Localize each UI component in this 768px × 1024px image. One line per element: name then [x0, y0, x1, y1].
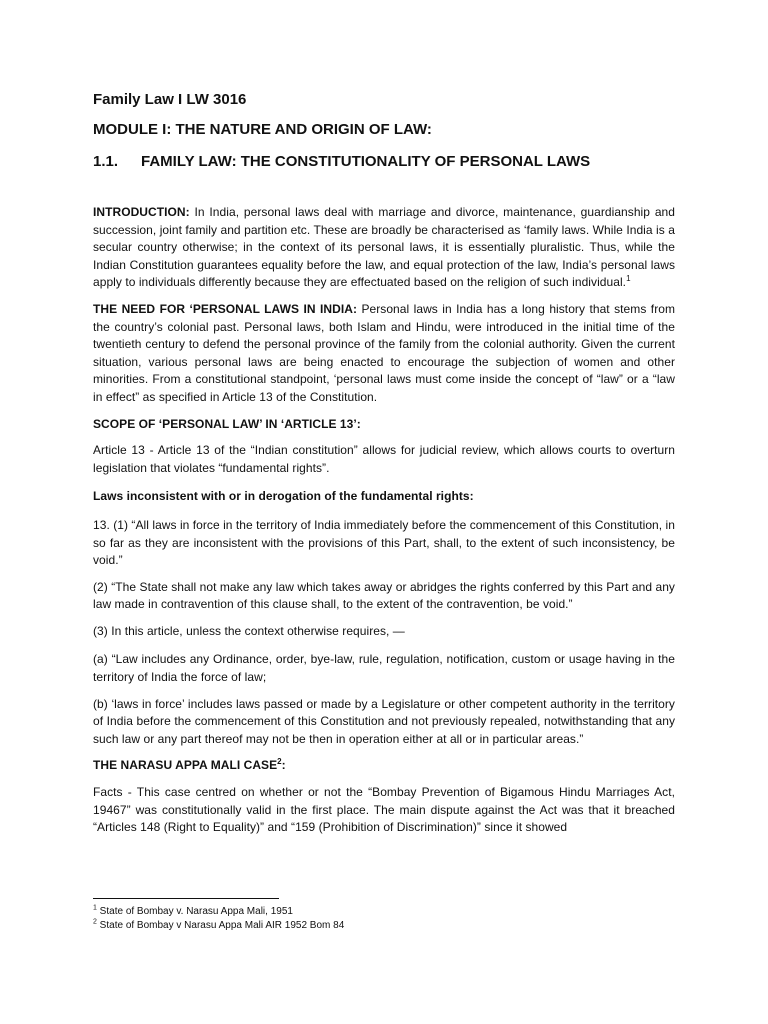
need-text: Personal laws in India has a long history that stems from the country’s colonial past. Personal laws, both Islam and Hindu, were introduced in the initial time of the twentieth century to defend the personal province of the family from the colonial authority. Given the current situation, various personal laws are being enacted to encourage the subjection of women and other minorities. From a constitutional standpoint, ‘personal laws must come inside the concept of “law” or a “law in effect” as specified in Article 13 of the Constitution.	[93, 301, 676, 404]
footnote-ref-1[interactable]: 1	[626, 274, 631, 284]
article-13-paragraph: Article 13 - Article 13 of the “Indian constitution” allows for judicial review, which allows courts to overturn legislation that violates “fundamental rights”.	[93, 443, 675, 475]
section-heading	[93, 152, 675, 172]
clause-3: (3) In this article, unless the context otherwise requires, —	[93, 623, 405, 638]
footnote-2	[93, 919, 675, 933]
footnote-1	[93, 905, 675, 919]
scope-heading-text: SCOPE OF ‘PERSONAL LAW’ IN ‘ARTICLE 13’:	[93, 416, 361, 431]
clause-3a: (a) “Law includes any Ordinance, order, bye-law, rule, regulation, notification, custom or usage having in the territory of India the force of law;	[93, 652, 675, 685]
clause-2: (2) “The State shall not make any law which takes away or abridges the rights conferred by this Part and any law made in contravention of this clause shall, to the extent of the contravention, be void.”	[93, 579, 675, 612]
clause-3b: (b) ‘laws in force’ includes laws passed or made by a Legislature or other competent authority in the territory of India before the commencement of this Constitution and not previously repealed, notwithstanding that any such law or any part thereof may not be then in operation either at all or in particular areas.”	[93, 696, 675, 746]
need-paragraph	[93, 301, 675, 407]
laws-inconsistent-text: Laws inconsistent with or in derogation of the fundamental rights:	[93, 489, 474, 504]
course-title: Family Law I LW 3016	[93, 91, 247, 108]
laws-inconsistent-heading	[93, 488, 675, 506]
footnote-ref-2[interactable]: 2	[277, 757, 282, 767]
footnote-2-number: 2	[93, 918, 97, 926]
narasu-heading	[93, 757, 675, 775]
narasu-heading-text	[93, 758, 286, 772]
document-body	[93, 90, 675, 846]
scope-heading	[93, 416, 675, 434]
footnote-1-number: 1	[93, 904, 97, 912]
module-heading: MODULE I: THE NATURE AND ORIGIN OF LAW:	[93, 121, 432, 138]
section-title: FAMILY LAW: THE CONSTITUTIONALITY OF PERSONAL LAWS	[141, 153, 591, 170]
footnotes-section	[93, 898, 675, 933]
need-label: THE NEED FOR ‘PERSONAL LAWS IN INDIA:	[93, 301, 357, 316]
clause-1: 13. (1) “All laws in force in the territory of India immediately before the commencement of this Constitution, in so far as they are inconsistent with the provisions of this Part, shall, to the extent of such inconsistency, be void.”	[93, 517, 675, 568]
narasu-heading-label: THE NARASU APPA MALI CASE	[93, 758, 278, 773]
narasu-heading-colon: :	[281, 758, 286, 773]
footnote-2-text: State of Bombay v Narasu Appa Mali AIR 1952 Bom 84	[96, 920, 345, 931]
narasu-facts-paragraph: Facts - This case centred on whether or not the “Bombay Prevention of Bigamous Hindu Marriages Act, 19467” was constitutionally valid in the first place. The main dispute against the Act was that it breached “Articles 148 (Right to Equality)” and “159 (Prohibition of Discrimination)” since it showed	[93, 785, 675, 835]
footnote-1-text: State of Bombay v. Narasu Appa Mali, 1951	[96, 906, 293, 917]
introduction-text: In India, personal laws deal with marriage and divorce, maintenance, guardianship and succession, joint family and partition etc. These are broadly be characterised as ‘family laws. While India is a secular country otherwise; in the context of its personal laws, it is essentially pluralistic. Thus, while the Indian Constitution guarantees equality before the law, and equal protection of the law, India’s personal laws apply to individuals differently because they are effectuated based on the religion of such individual.	[93, 205, 675, 290]
footnote-divider	[93, 898, 279, 899]
introduction-label: INTRODUCTION:	[93, 205, 190, 219]
section-number: 1.1.	[93, 153, 119, 170]
introduction-paragraph	[93, 204, 675, 292]
